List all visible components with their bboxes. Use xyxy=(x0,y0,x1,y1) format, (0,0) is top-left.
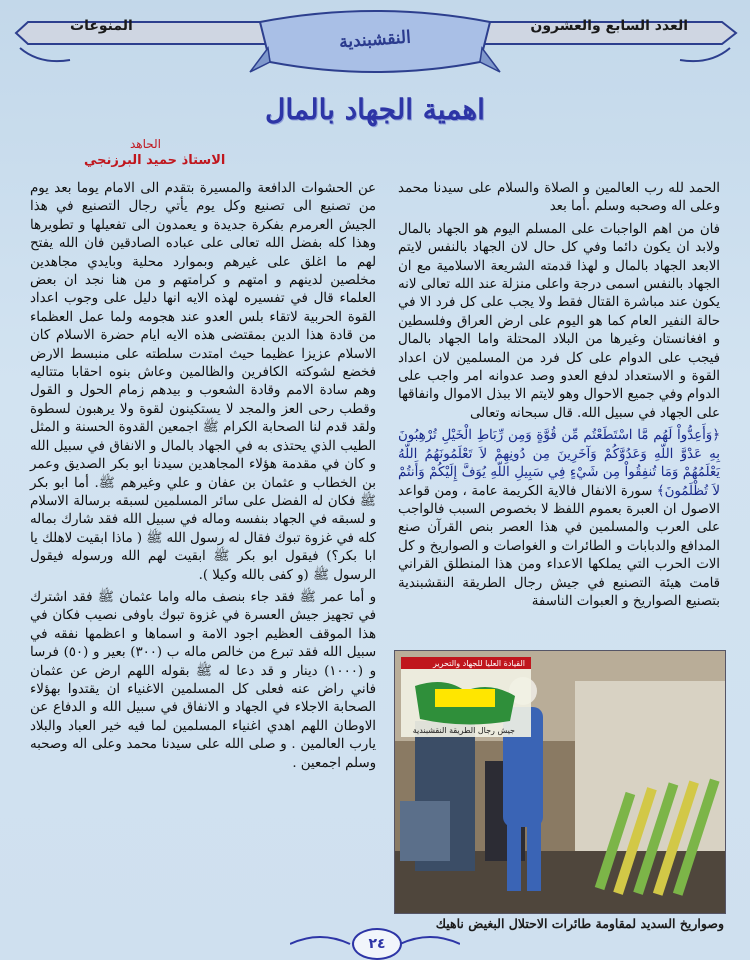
page-number: ٢٤ xyxy=(352,928,402,960)
article-title: اهمية الجهاد بالمال xyxy=(265,93,485,126)
magazine-name: النقشبندية xyxy=(338,27,412,53)
organization-logo xyxy=(401,657,531,737)
author-title: الحاهد xyxy=(130,137,162,151)
workshop-scene xyxy=(395,651,725,913)
section-label: المنوعات xyxy=(70,18,133,34)
quran-verse-block xyxy=(398,427,720,611)
workshop-photo xyxy=(394,650,726,914)
paragraph: فالاية الكريمة عامة ، ومن قواعد الاصول ان العبرة بعموم اللفظ لا بخصوص السبب فالواجب على العرب والمسلمين في هذا العصر بنص القرآن صنع المدافع والدبابات و الطائرات و الغواصات و الصواريخ و كل الات الحرب التي يملكها الاعداء ومن هذا المنطلق القراني قامت هيئة التصنيع في جيش رجال الطريقة النقشبندية بتصنيع الصواريخ و العبوات الناسفة xyxy=(398,483,720,609)
article-column-left xyxy=(30,180,376,777)
paragraph: فان من اهم الواجبات على المسلم اليوم هو الجهاد بالمال ولابد ان يكون دائما وفي كل حال لان الجهاد بالنفس لايتم الابعد الجهاد بالمال و لهذا قدمته الشريعة الاسلامية مع ان الجهاد بالنفس اسمى درجة واعلى منزلة عند الله تعالى لانه يكون عند مباشرة القتال فقط ولا يجب على كل فرد الا في حالة النفير العام كما هو اليوم على ارض العراق وفلسطين و افغانستان وغيرها من البلاد المحتلة واما الجهاد بالمال فيجب على الدوام على كل فرد من المسلمين لان اعداد القوة و الاستعداد لدفع العدو وصد عدوانه امر واجب على الدوام وفي جميع الاحوال وهو لايتم الا ببذل الاموال وانفاقها على الجهاد في سبيل الله. قال سبحانه وتعالى xyxy=(398,221,720,421)
logo-subtext: جيش رجال الطريقة النقشبندية xyxy=(412,726,515,735)
logo-text: القيادة العليا للجهاد والتحرير xyxy=(432,659,525,668)
issue-label: العدد السابع والعشرون xyxy=(530,18,688,34)
photo-caption: وصواريخ السديد لمقاومة طائرات الاحتلال البغيض ناهيك xyxy=(435,916,724,931)
surah-reference: سورة الانفال xyxy=(580,483,653,499)
author-name: الاستاذ حميد البرزنجي xyxy=(84,153,226,168)
paragraph: الحمد لله رب العالمين و الصلاة والسلام على سيدنا محمد وعلى اله وصحبه وسلم .أما بعد xyxy=(398,181,720,215)
paragraph: عن الحشوات الدافعة والمسيرة بتقدم الى الامام يوما بعد يوم من تصنيع الى تصنيع وكل يوم يأتي رجال التصنيع في هذا الجيش العرمرم بفكرة جديدة و يعمدون الى تفعيلها و تطويرها وهذا كله بفضل الله تعالى على عباده الصادقين فان الله يفتح لهم ما اغلق على غيرهم وبموارد محلية وبايدي مجاهدين مخلصين لدينهم و امتهم و كرامتهم و من هنا نجد ان بعض العلماء قال في تفسيره لهذه الايه انها دليل على وجوب اعداد القوة الحربية لاتقاء بلس العدو عند هجومه ولما عمل العظماء من قادة هذا الدين بمقتضى هذه الايه ايام حضرة الاسلام كان الاسلام عزيزا عظيما حيث امتدت سلطته على منبسط الارض فخضع لشوكته الكافرين والظالمين وعاش بنوه احقابا متتاليه وهم سادة الامم وقادة الشعوب و بيدهم زمام الحول و القول وقطب رحى العز والمجد لا يستكينون لقوة ولا يرهبون لسطوة ولقد قدم لنا الصحابة الكرام ﷺ اجمعين القدوة الحسنة و المثل الطيب الذي يحتذى به في الجهاد بالمال و الانفاق في سبيل الله و كان في مقدمة هؤلاء المجاهدين سيدنا ابو بكر الصديق وعمر بن الخطاب و عثمان بن عفان و علي وغيرهم ﷺ. أما ابو بكر ﷺ فكان له الفضل على سائر المسلمين لسبقه برسالة الاسلام و لسبقه في الجهاد بنفسه وماله في سبيل الله فقد شارك بماله كله في غزوة تبوك فقال له رسول الله ﷺ ( ماذا ابقيت لاهلك يا ابا بكر؟) فيقول ابو بكر ﷺ ابقيت لهم الله ورسوله فيقول الرسول ﷺ (و كفى بالله وكيلا ). xyxy=(30,181,376,583)
article-column-right xyxy=(398,180,720,615)
paragraph: و أما عمر ﷺ فقد جاء بنصف ماله واما عثمان ﷺ فقد اشترك في تجهيز جيش العسرة في غزوة تبوك باوفى نصيب فكان في هذا الموقف العظيم اجود الامة و اسماها و اعظمها نفقه في سبيل الله فقد تبرع من خالص ماله ب (٣٠٠) بعير و (٥٠) فرسا و (١٠٠٠) دينار و قد دعا له ﷺ بقوله اللهم ارض عن عثمان فاني راض عنه فعلى كل المسلمين الاغنياء ان يقتدوا بهؤلاء الصحابة الاجلاء في الجهاد و الانفاق في سبيل الله و الدفاع عن الاوطان اللهم اهدي اغنياء المسلمين لما فيه خير العباد والبلاد يارب العالمين . و صلى الله على سيدنا محمد وعلى اله وصحبه وسلم اجمعين . xyxy=(30,589,376,771)
quran-verse: ﴿وَأَعِدُّواْ لَهُم مَّا اسْتَطَعْتُم مِّن قُوَّةٍ وَمِن رِّبَاطِ الْخَيْلِ تُرْهِبُونَ بِهِ عَدْوَّ اللّهِ وَعَدُوَّكُمْ وَآخَرِينَ مِن دُونِهِمْ لاَ تَعْلَمُونَهُمُ اللّهُ يَعْلَمُهُمْ وَمَا تُنفِقُواْ مِن شَيْءٍ فِي سَبِيلِ اللّهِ يُوَفَّ إِلَيْكُمْ وَأَنتُمْ لاَ تُظْلَمُونَ﴾ xyxy=(398,428,721,499)
